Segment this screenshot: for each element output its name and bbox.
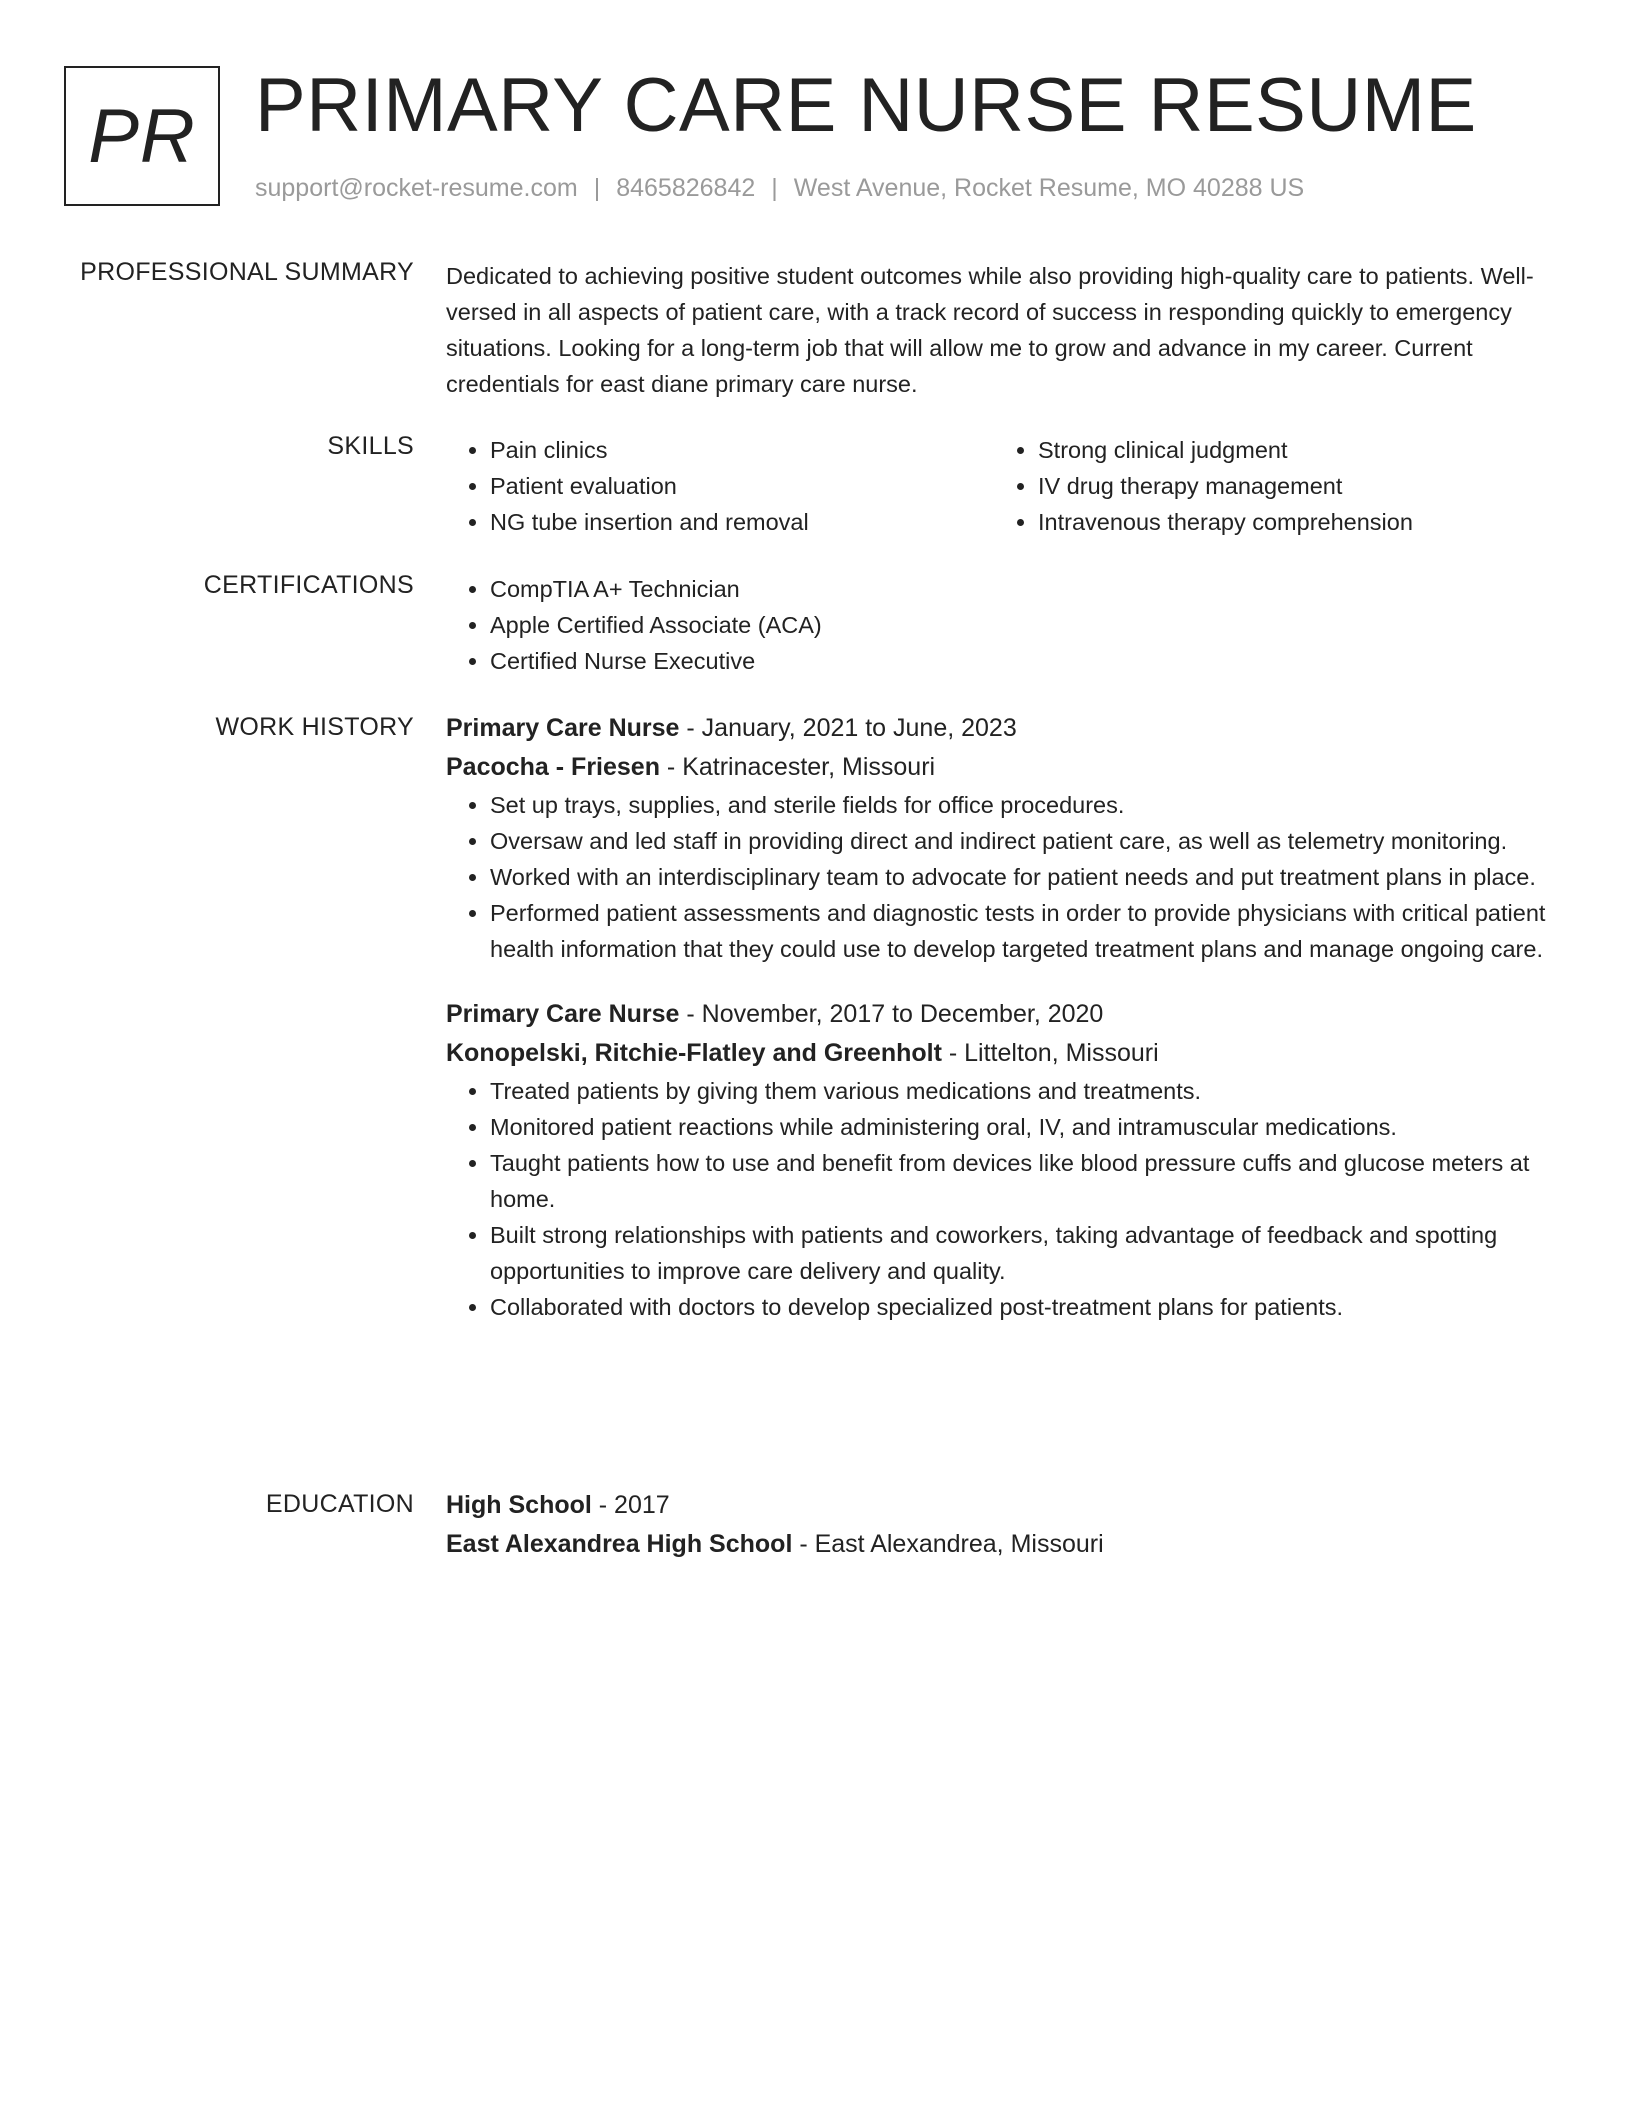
- monogram-initials: PR: [88, 93, 196, 179]
- skill-item: • Strong clinical judgment: [1038, 432, 1542, 468]
- skills-body: [446, 432, 1546, 540]
- job-title-line: [446, 995, 1546, 1034]
- contact-separator: |: [593, 174, 601, 202]
- education-label: EDUCATION: [265, 1490, 414, 1518]
- job-entry: [446, 995, 1546, 1325]
- skills-column-1: [446, 432, 994, 540]
- job-location: - Littelton, Missouri: [941, 1039, 1159, 1067]
- education-school: East Alexandrea High School: [446, 1530, 793, 1558]
- contact-address: West Avenue, Rocket Resume, MO 40288 US: [793, 174, 1305, 202]
- education-location: - East Alexandrea, Missouri: [792, 1530, 1104, 1558]
- work-history-body: [446, 709, 1546, 1325]
- job-title: Primary Care Nurse: [446, 714, 680, 742]
- contact-phone: 8465826842: [616, 174, 756, 202]
- monogram-box: [64, 66, 220, 206]
- skill-item: • IV drug therapy management: [1038, 468, 1542, 504]
- job-location: - Katrinacester, Missouri: [659, 753, 936, 781]
- education-year: - 2017: [591, 1491, 670, 1519]
- skills-column-2: [994, 432, 1542, 540]
- certification-item: • Apple Certified Associate (ACA): [490, 607, 1546, 643]
- skill-item: • Patient evaluation: [490, 468, 994, 504]
- contact-email: support@rocket-resume.com: [255, 174, 578, 202]
- job-dates: - January, 2021 to June, 2023: [679, 714, 1017, 742]
- job-bullets: [446, 787, 1546, 967]
- contact-line: [255, 174, 1304, 203]
- resume-title: PRIMARY CARE NURSE RESUME: [255, 63, 1477, 148]
- education-degree: High School: [446, 1491, 592, 1519]
- job-employer: Pacocha - Friesen: [446, 753, 660, 781]
- certifications-label: CERTIFICATIONS: [203, 571, 414, 599]
- skills-label: SKILLS: [327, 432, 414, 460]
- summary-label: PROFESSIONAL SUMMARY: [80, 258, 414, 286]
- job-bullet: • Monitored patient reactions while administering oral, IV, and intramuscular medications.: [490, 1109, 1546, 1145]
- certification-item: • CompTIA A+ Technician: [490, 571, 1546, 607]
- job-title: Primary Care Nurse: [446, 1000, 680, 1028]
- summary-text: Dedicated to achieving positive student outcomes while also providing high-quality care to patients. Well-versed in all aspects of patient care, with a track record of success in responding quickly to emergency situations. Looking for a long-term job that will allow me to grow and advance in my career. Current credentials for east diane primary care nurse.: [446, 263, 1534, 397]
- job-title-line: [446, 709, 1546, 748]
- skill-item: • Intravenous therapy comprehension: [1038, 504, 1542, 540]
- education-body: [446, 1486, 1546, 1564]
- job-bullet: • Worked with an interdisciplinary team to advocate for patient needs and put treatment plans in place.: [490, 859, 1546, 895]
- contact-separator: |: [771, 174, 778, 202]
- job-employer-line: [446, 748, 1546, 787]
- job-entry: [446, 709, 1546, 967]
- resume-header: [64, 63, 1564, 216]
- summary-body: [446, 258, 1546, 402]
- certification-item: • Certified Nurse Executive: [490, 643, 1546, 679]
- job-bullet: • Built strong relationships with patients and coworkers, taking advantage of feedback and spotting opportunities to improve care delivery and quality.: [490, 1217, 1546, 1289]
- job-employer-line: [446, 1034, 1546, 1073]
- job-dates: - November, 2017 to December, 2020: [679, 1000, 1104, 1028]
- certifications-body: [446, 571, 1546, 679]
- skills-grid: [446, 432, 1546, 540]
- education-degree-line: [446, 1486, 1546, 1525]
- job-bullet: • Treated patients by giving them various medications and treatments.: [490, 1073, 1546, 1109]
- work-history-label: WORK HISTORY: [215, 713, 414, 741]
- skill-item: • Pain clinics: [490, 432, 994, 468]
- job-bullet: • Taught patients how to use and benefit from devices like blood pressure cuffs and glucose meters at home.: [490, 1145, 1546, 1217]
- job-bullets: [446, 1073, 1546, 1325]
- education-school-line: [446, 1525, 1546, 1564]
- job-bullet: • Oversaw and led staff in providing direct and indirect patient care, as well as telemetry monitoring.: [490, 823, 1546, 859]
- job-employer: Konopelski, Ritchie-Flatley and Greenholt: [446, 1039, 942, 1067]
- job-bullet: • Set up trays, supplies, and sterile fields for office procedures.: [490, 787, 1546, 823]
- skill-item: • NG tube insertion and removal: [490, 504, 994, 540]
- job-bullet: • Performed patient assessments and diagnostic tests in order to provide physicians with critical patient health information that they could use to develop targeted treatment plans and manage ongoing care.: [490, 895, 1546, 967]
- job-bullet: • Collaborated with doctors to develop specialized post-treatment plans for patients.: [490, 1289, 1546, 1325]
